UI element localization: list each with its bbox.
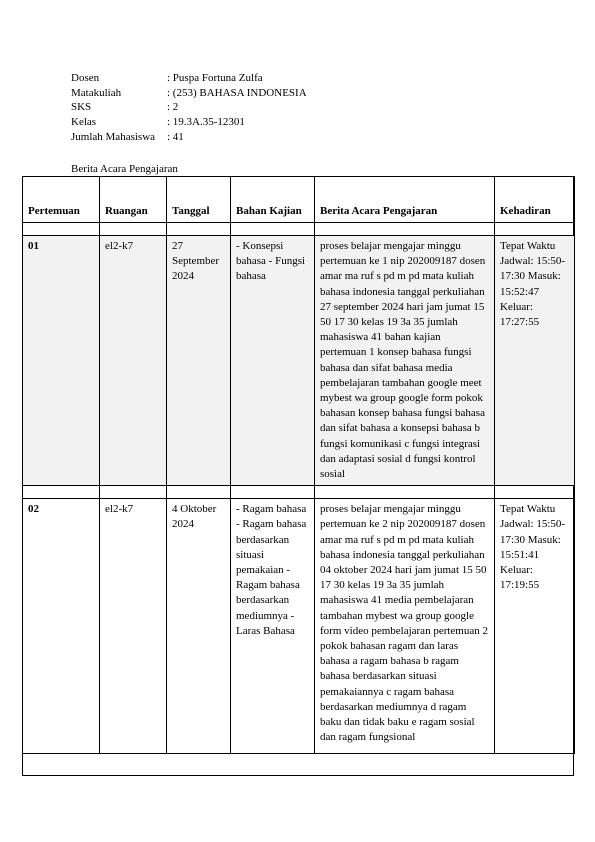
cell-kehadiran: Tepat Waktu Jadwal: 15:50-17:30 Masuk: 15:51:41 Keluar: 17:19:55	[495, 499, 575, 754]
spacer-cell	[231, 223, 315, 236]
info-label: Jumlah Mahasiswa	[71, 130, 156, 143]
table-row	[23, 499, 575, 754]
info-value: : 19.3A.35-12301	[167, 116, 245, 129]
info-label: Matakuliah	[71, 86, 122, 99]
info-value: : 2	[167, 101, 179, 114]
teaching-log-table	[22, 176, 575, 754]
spacer-row	[23, 223, 575, 236]
spacer-cell	[167, 223, 231, 236]
info-value: : Puspa Fortuna Zulfa	[167, 72, 263, 84]
col-header-bahan-kajian: Bahan Kajian	[231, 177, 315, 223]
cell-pertemuan: 01	[23, 236, 100, 486]
cell-tanggal: 27 September 2024	[167, 236, 231, 486]
info-row-kelas	[71, 115, 307, 130]
info-label: Dosen	[71, 72, 100, 84]
cell-pertemuan: 02	[23, 499, 100, 754]
col-header-pertemuan: Pertemuan	[23, 177, 100, 223]
info-row-dosen	[71, 71, 307, 86]
cell-kehadiran: Tepat Waktu Jadwal: 15:50-17:30 Masuk: 15:52:47 Keluar: 17:27:55	[495, 236, 575, 486]
spacer-cell	[315, 223, 495, 236]
cell-ruangan: el2-k7	[100, 236, 167, 486]
spacer-cell	[23, 223, 100, 236]
course-info	[71, 71, 307, 145]
cell-bahan-kajian: - Konsepsi bahasa - Fungsi bahasa	[231, 236, 315, 486]
info-label: Kelas	[71, 116, 97, 129]
info-row-matakuliah	[71, 86, 307, 101]
table-row	[23, 236, 575, 486]
col-header-kehadiran: Kehadiran	[495, 177, 575, 223]
spacer-cell	[495, 486, 575, 499]
table-caption: Berita Acara Pengajaran	[71, 163, 178, 175]
spacer-row	[23, 486, 575, 499]
spacer-cell	[495, 223, 575, 236]
cell-berita-acara: proses belajar mengajar minggu pertemuan ke 2 nip 202009187 dosen amar ma ruf s pd m pd mata kuliah bahasa indonesia tanggal perkuliahan 04 oktober 2024 hari jam jumat 15 50 17 30 kelas 19 3a 35 jumlah mahasiswa 41 media pembelajaran tambahan mybest wa group google form video pembelajaran pertemuan 2 pokok bahasan ragam dan laras bahasa a ragam bahasa b ragam bahasa berdasarkan situasi pemakaiannya c ragam bahasa berdasarkan mediumnya d ragam baku dan tidak baku e ragam sosial dan ragam fungsional	[315, 499, 495, 754]
info-label: SKS	[71, 101, 92, 114]
col-header-ruangan: Ruangan	[100, 177, 167, 223]
cell-ruangan: el2-k7	[100, 499, 167, 754]
spacer-cell	[167, 486, 231, 499]
info-row-jumlah-mahasiswa	[71, 130, 307, 145]
info-value: : (253) BAHASA INDONESIA	[167, 86, 307, 99]
info-row-sks	[71, 100, 307, 115]
spacer-cell	[23, 486, 100, 499]
info-value: : 41	[167, 130, 184, 143]
col-header-berita-acara: Berita Acara Pengajaran	[315, 177, 495, 223]
col-header-tanggal: Tanggal	[167, 177, 231, 223]
spacer-cell	[100, 486, 167, 499]
spacer-cell	[231, 486, 315, 499]
spacer-cell	[100, 223, 167, 236]
spacer-cell	[315, 486, 495, 499]
table-header-row	[23, 177, 575, 223]
cell-bahan-kajian: - Ragam bahasa - Ragam bahasa berdasarkan situasi pemakaian - Ragam bahasa berdasarkan mediumnya - Laras Bahasa	[231, 499, 315, 754]
cell-berita-acara: proses belajar mengajar minggu pertemuan ke 1 nip 202009187 dosen amar ma ruf s pd m pd mata kuliah bahasa indonesia tanggal perkuliahan 27 september 2024 hari jam jumat 15 50 17 30 kelas 19 3a 35 jumlah mahasiswa 41 bahan kajian pertemuan 1 konsep bahasa fungsi bahasa dan sifat bahasa media pembelajaran tambahan google meet mybest wa group google form pokok bahasan konsep bahasa fungsi bahasa dan sifat bahasa a konsepsi bahasa b fungsi komunikasi c fungsi integrasi dan adaptasi sosial d fungsi kontrol sosial	[315, 236, 495, 486]
cell-tanggal: 4 Oktober 2024	[167, 499, 231, 754]
